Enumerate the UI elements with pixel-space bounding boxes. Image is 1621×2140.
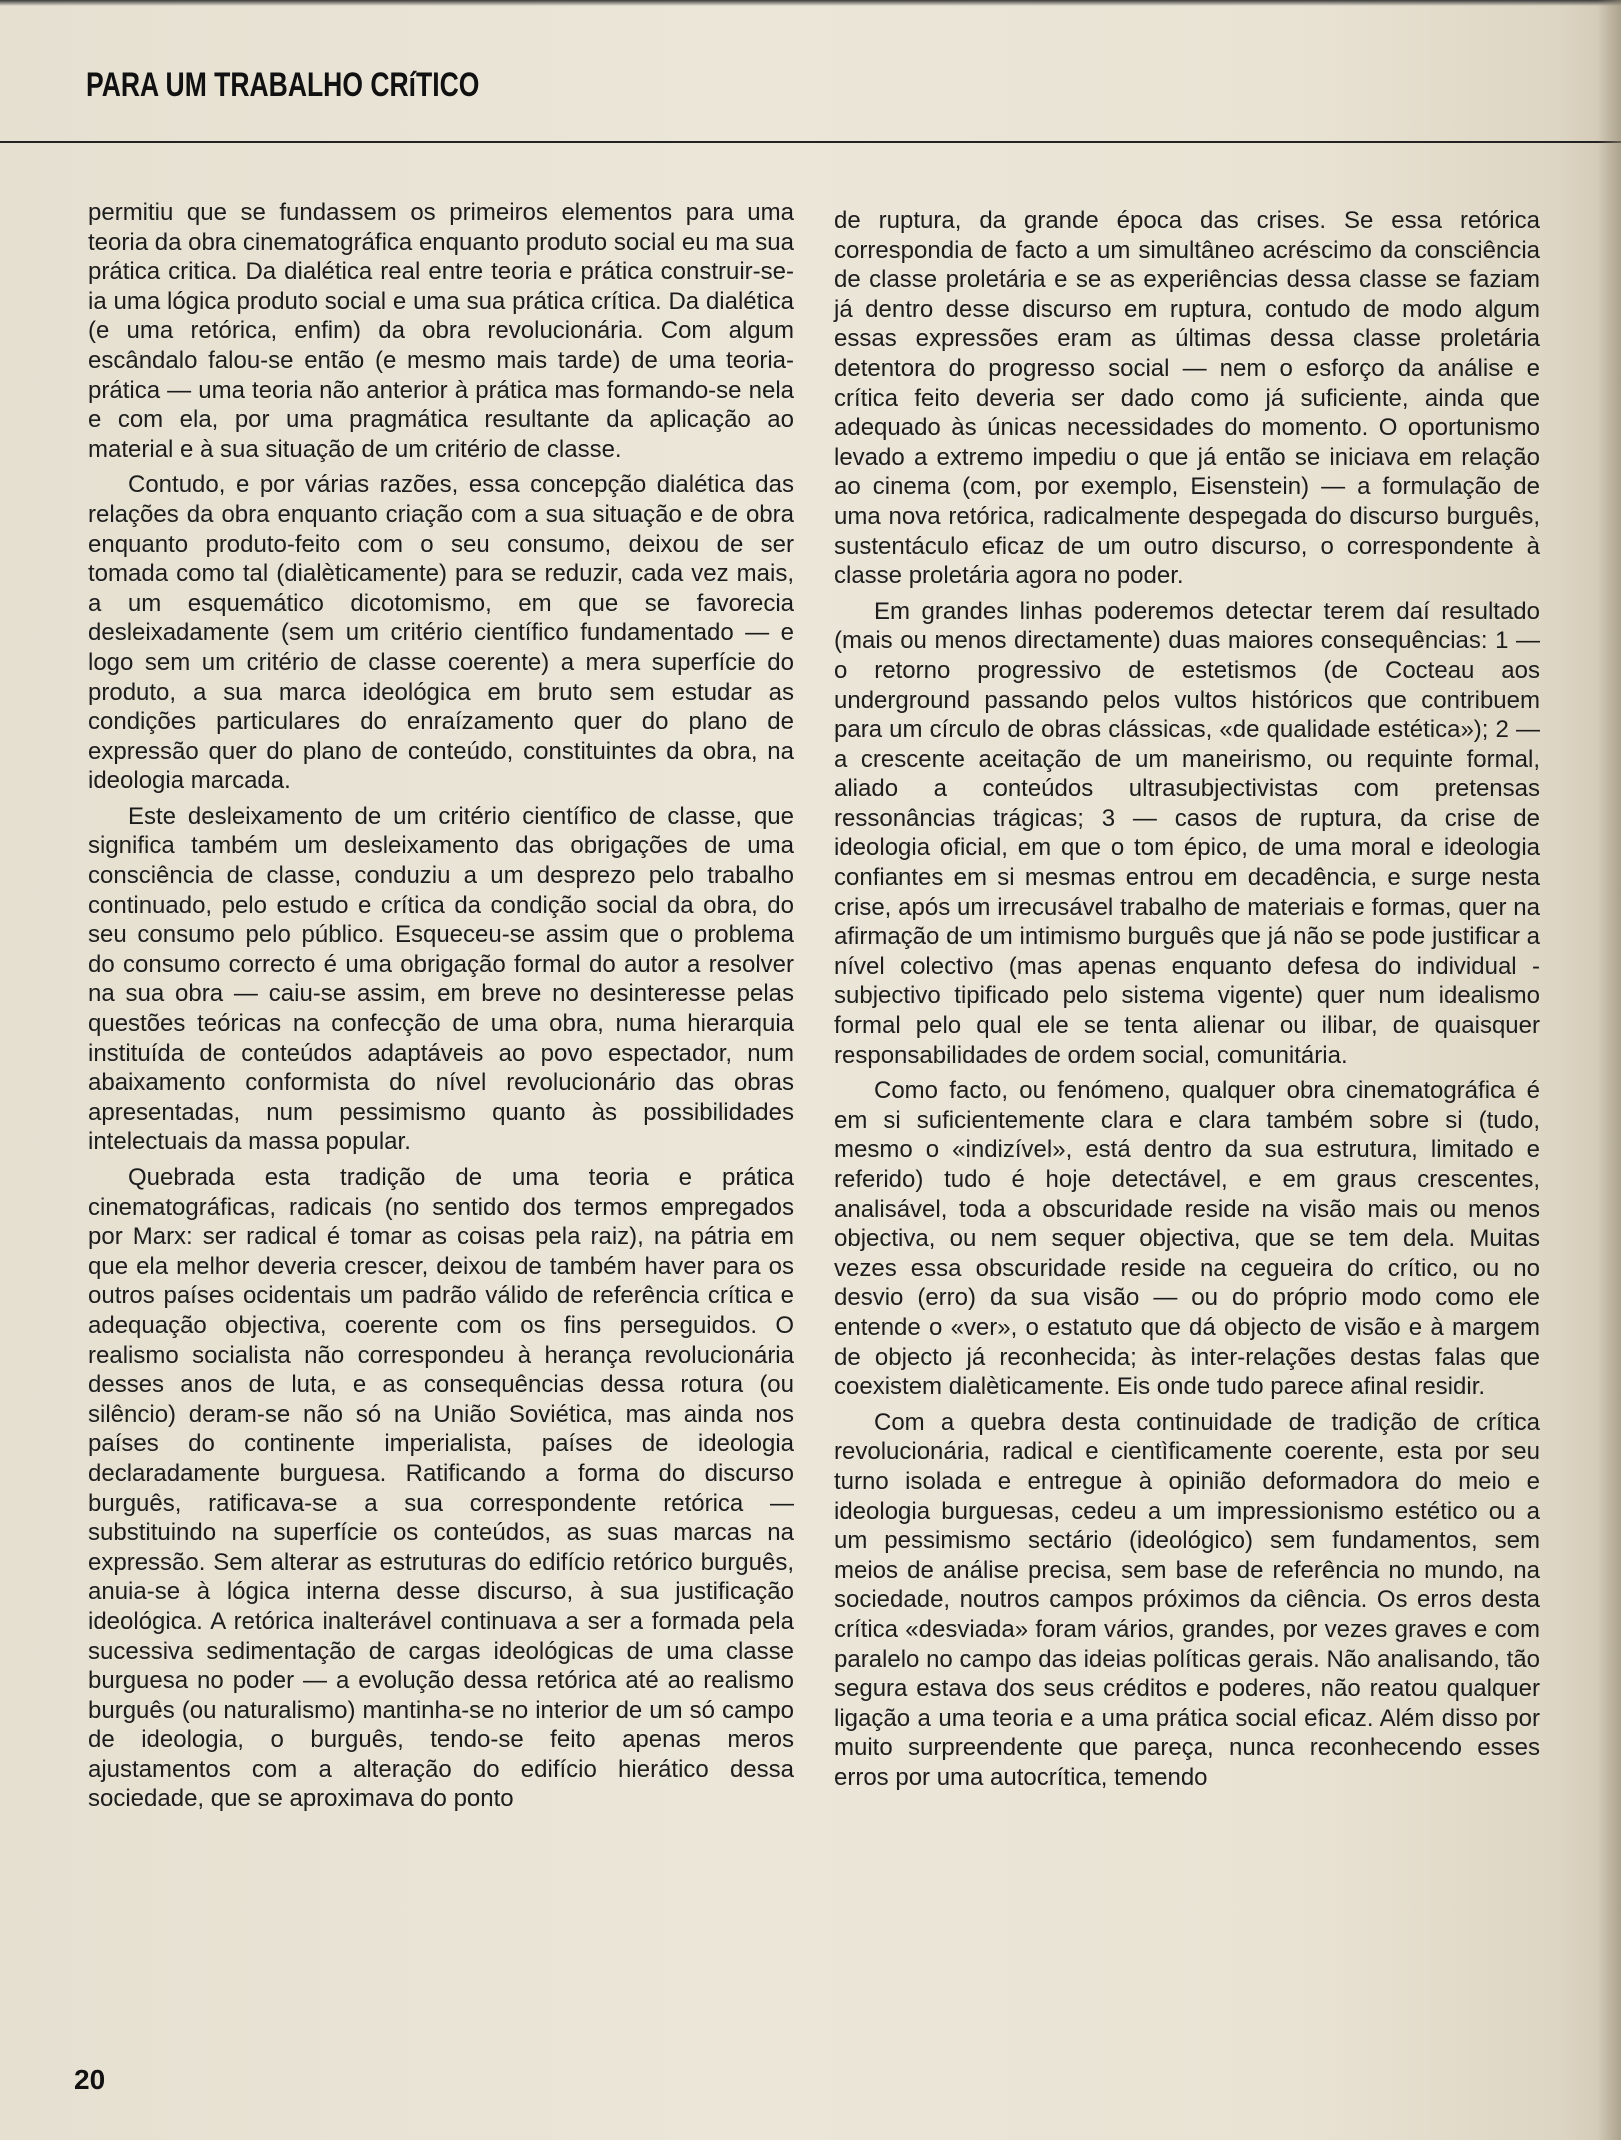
left-paragraph-1: permitiu que se fundassem os primeiros elementos para uma teoria da obra cinematográfica enquanto produto social eu ma sua prática critica. Da dialética real entre teoria e prática construir-se-ia uma lógica produto social e uma sua prática crítica. Da dialética (e uma retórica, enfim) da obra revolucionária. Com algum escândalo falou-se então (e mesmo mais tarde) de uma teoria-prática — uma teoria não anterior à prática mas formando-se nela e com ela, por uma pragmática resultante da aplicação ao material e à sua situação de um critério de classe.: [88, 199, 794, 463]
scan-top-shadow: [0, 0, 1621, 6]
right-column: [834, 206, 1540, 1798]
page-number: 20: [74, 2064, 106, 2095]
left-column: [88, 198, 794, 1820]
left-paragraph-2: Contudo, e por várias razões, essa concepção dialética das relações da obra enquanto criação com a sua situação e de obra enquanto produto-feito com o seu consumo, deixou de ser tomada como tal (dialèticamente) para se reduzir, cada vez mais, a um esquemático dicotomismo, em que se favorecia desleixadamente (sem um critério científico fundamentado — e logo sem um critério de classe coerente) a mera superfície do produto, a sua marca ideológica em bruto sem estudar as condições particulares do enraízamento quer do plano de expressão quer do plano de conteúdo, constituintes da obra, na ideologia marcada.: [88, 471, 794, 795]
running-header-title: PARA UM TRABALHO CRíTICO: [86, 66, 480, 104]
left-paragraph-3: Este desleixamento de um critério científico de classe, que significa também um desleixamento das obrigações de uma consciência de classe, conduziu a um desprezo pelo trabalho continuado, pelo estudo e crítica da condição social da obra, do seu consumo pelo público. Esqueceu-se assim que o problema do consumo correcto é uma obrigação formal do autor a resolver na sua obra — caiu-se assim, em breve no desinteresse pelas questões teóricas na confecção de uma obra, numa hierarquia instituída de conteúdos adaptáveis ao povo espectador, num abaixamento conformista do nível revolucionário das obras apresentadas, num pessimismo quanto às possibilidades intelectuais da massa popular.: [88, 802, 794, 1156]
right-paragraph-2: Em grandes linhas poderemos detectar terem daí resultado (mais ou menos directamente) duas maiores consequências: 1 — o retorno progressivo de estetismos (de Cocteau aos underground passando pelos vultos históricos que contribuem para um círculo de obras clássicas, «de qualidade estética»); 2 — a crescente aceitação de um maneirismo, ou requinte formal, aliado a conteúdos ultrasubjectivistas com pretensas ressonâncias trágicas; 3 — casos de ruptura, da crise de ideologia oficial, em que o tom épico, de uma moral e ideologia confiantes em si mesmas entrou em decadência, e surge nesta crise, após um irrecusável trabalho de materiais e formas, quer na afirmação de um intimismo burguês que já não se pode justificar a nível colectivo (mas apenas enquanto defesa do individual - subjectivo tipificado pelo sistema vigente) quer num idealismo formal pelo qual ele se tenta alienar ou ilibar, de quaisquer responsabilidades de ordem social, comunitária.: [834, 597, 1540, 1069]
right-paragraph-4: Com a quebra desta continuidade de tradição de crítica revolucionária, radical e cientìficamente coerente, esta por seu turno isolada e entregue à opinião deformadora do meio e ideologia burguesas, cedeu a um impressionismo estético ou a um pessimismo sectário (ideológico) sem fundamentos, sem meios de análise precisa, sem base de referência no mundo, na sociedade, noutros campos próximos da ciência. Os erros desta crítica «desviada» foram vários, grandes, por vezes graves e com paralelo no campo das ideias políticas gerais. Não analisando, tão segura estava dos seus créditos e poderes, não reatou qualquer ligação a uma teoria e a uma prática social eficaz. Além disso por muito surpreendente que pareça, nunca reconhecendo esses erros por uma autocrítica, temendo: [834, 1408, 1540, 1791]
right-paragraph-3: Como facto, ou fenómeno, qualquer obra cinematográfica é em si suficientemente clara e clara também sobre si (tudo, mesmo o «indizível», está dentro da sua estrutura, limitado e referido) tudo é hoje detectável, e em graus crescentes, analisável, toda a obscuridade reside na visão mais ou menos objectiva, ou nem sequer objectiva, que se tem dela. Muitas vezes essa obscuridade reside na cegueira do crítico, ou no desvio (erro) da sua visão — ou do próprio modo como ele entende o «ver», o estatuto que dá objecto de visão e à margem de objecto já reconhecida; às inter-relações destas falas que coexistem dialèticamente. Eis onde tudo parece afinal residir.: [834, 1077, 1540, 1401]
right-paragraph-1: de ruptura, da grande época das crises. Se essa retórica correspondia de facto a um simultâneo acréscimo da consciência de classe proletária e se as experiências dessa classe se faziam já dentro desse discurso em ruptura, contudo de modo algum essas expressões eram as últimas dessa classe proletária detentora do progresso social — nem o esforço da análise e crítica feito deveria ser dado como já suficiente, ainda que adequado às únicas necessidades do momento. O oportunismo levado a extremo impediu o que já então se iniciava em relação ao cinema (com, por exemplo, Eisenstein) — a formulação de uma nova retórica, radicalmente despegada do discurso burguês, sustentáculo eficaz de um outro discurso, o correspondente à classe proletária agora no poder.: [834, 207, 1540, 590]
scan-right-edge: [1597, 0, 1621, 2140]
header-rule: [0, 141, 1621, 143]
left-paragraph-4: Quebrada esta tradição de uma teoria e prática cinematográficas, radicais (no sentido dos termos empregados por Marx: ser radical é tomar as coisas pela raiz), na pátria em que ela melhor deveria crescer, deixou de também haver para os outros países ocidentais um padrão válido de referência crítica e adequação objectiva, coerente com os fins perseguidos. O realismo socialista não correspondeu à herança revolucionária desses anos de luta, e as consequências dessa rotura (ou silêncio) deram-se não só na União Soviética, mas ainda nos países do continente imperialista, países de ideologia declaradamente burguesa. Ratificando a forma do discurso burguês, ratificava-se a sua correspondente retórica — substituindo na superfície os conteúdos, as suas marcas na expressão. Sem alterar as estruturas do edifício retórico burguês, anuia-se à lógica interna desse discurso, à sua justificação ideológica. A retórica inalterável continuava a ser a formada pela sucessiva sedimentação de cargas ideológicas de uma classe burguesa no poder — a evolução dessa retórica até ao realismo burguês (ou naturalismo) mantinha-se no interior de um só campo de ideologia, o burguês, tendo-se feito apenas meros ajustamentos com a alteração do edifício hierático dessa sociedade, que se aproximava do ponto: [88, 1164, 794, 1813]
